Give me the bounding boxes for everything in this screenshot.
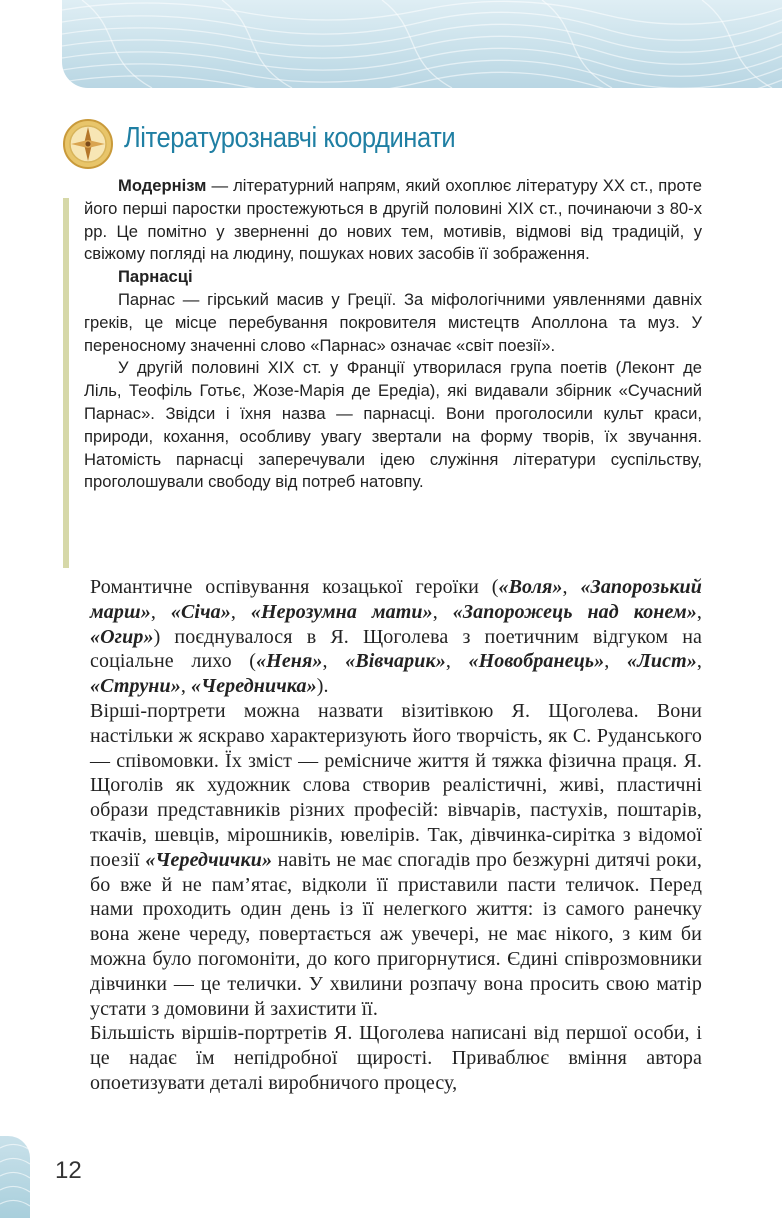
text-run: , bbox=[432, 600, 453, 623]
poem-title: «Струни» bbox=[90, 675, 181, 698]
poem-title: «Неня» bbox=[256, 650, 323, 673]
decorative-corner bbox=[0, 1136, 30, 1218]
poem-title: «Вівчарик» bbox=[345, 650, 446, 673]
poem-title: «Запорожець над конем» bbox=[452, 600, 697, 623]
definitions-sidebar bbox=[84, 175, 702, 494]
paragraph-heroics bbox=[90, 575, 702, 699]
parnassians-heading: Парнасці bbox=[118, 267, 193, 287]
decorative-banner bbox=[62, 0, 782, 88]
text-run: , bbox=[562, 576, 581, 598]
text-run: навіть не має спогадів про безжурні дитячі роки, бо вже й не пам’ятає, відколи її приставили пасти теличок. Перед нами проходить один день із її нелегкого життя: із самого ранечку вона жене череду, повертається аж увечері, не має нікого, з ким би можна було погомоніти, до кого пригорнутися. Єдині співрозмовники дівчинки — це телички. У хвилини розпачу вона просить свою матір устати з домовини й захистити її. bbox=[90, 848, 702, 1020]
poem-title: «Огир» bbox=[90, 625, 154, 648]
text-run: Романтичне оспівування козацької героїки ( bbox=[90, 576, 499, 598]
modernism-text: — літературний напрям, який охоплює літературу XX ст., проте його перші паростки простежуються в другій половині XIX ст., починаючи з 80-х рр. Це помітно у зверненні до нових тем, мотивів, відмові від традицій, у свіжому погляді на людину, пошуках нових засобів її зображення. bbox=[84, 176, 702, 264]
text-run: , bbox=[696, 600, 702, 623]
text-run: ) поєднувалося в Я. Щоголева з поетичним відгуком на соціальне лихо ( bbox=[90, 625, 702, 673]
text-run: , bbox=[230, 600, 251, 623]
section-title: Літературознавчі координати bbox=[124, 122, 456, 154]
text-run: , bbox=[180, 675, 192, 698]
modernism-definition bbox=[84, 175, 702, 266]
text-run: , bbox=[604, 650, 627, 673]
poem-title: «Запорозький марш» bbox=[90, 576, 702, 623]
text-run: , bbox=[322, 650, 346, 673]
poem-title: «Новобранець» bbox=[468, 650, 605, 673]
poem-title: «Січа» bbox=[170, 600, 231, 623]
france-paragraph: У другій половині XIX ст. у Франції утворилася група поетів (Леконт де Ліль, Теофіль Готьє, Жозе-Марія де Ередіа), які видавали збірник «Сучасний Парнас». Звідси і їхня назва — парнасці. Вони проголосили культ краси, природи, кохання, особливу увагу звертали на форму творів, їх звучання. Натомість парнасці заперечували ідею служіння літератури суспільству, проголошували свободу від потреб натовпу. bbox=[84, 358, 702, 492]
text-run: , bbox=[696, 650, 702, 673]
paragraph-first-person: Більшість віршів-портретів Я. Щоголева написані від першої особи, і це надає їм непідробної щирості. Приваблює вміння автора опоетизувати деталі виробничого процесу, bbox=[90, 1022, 702, 1094]
sidebar-accent-bar bbox=[63, 198, 69, 568]
modernism-term: Модернізм bbox=[118, 176, 207, 195]
poem-title: «Нерозумна мати» bbox=[250, 600, 433, 623]
text-run: , bbox=[150, 600, 171, 623]
text-run: , bbox=[445, 650, 469, 673]
main-text bbox=[90, 575, 702, 1096]
compass-icon bbox=[62, 118, 114, 170]
parnas-paragraph: Парнас — гірський масив у Греції. За міфологічними уявленнями давніх греків, це місце перебування покровителя мистецтв Аполлона та муз. У переносному значенні слово «Парнас» означає «світ поезії». bbox=[84, 289, 702, 355]
text-run: Вірші-портрети можна назвати візитівкою Я. Щоголева. Вони настільки ж яскраво характеризують його творчість, як С. Руданського — співомовки. Їх зміст — ремісниче життя й тяжка фізична праця. Я. Щоголів як художник слова створив реалістичні, живі, пластичні образи представників різних професій: вівчарів, пастухів, поштарів, ткачів, шевців, мірошників, ювелірів. Так, дівчинка-сирітка з відомої поезії bbox=[90, 699, 702, 871]
paragraph-portraits bbox=[90, 699, 702, 1021]
poem-title: «Чередничка» bbox=[191, 675, 317, 698]
poem-title: «Воля» bbox=[498, 576, 563, 598]
page-number: 12 bbox=[55, 1157, 82, 1184]
poem-title: «Лист» bbox=[627, 650, 697, 673]
text-run: ). bbox=[316, 675, 329, 698]
poem-title: «Чередчички» bbox=[145, 848, 273, 871]
